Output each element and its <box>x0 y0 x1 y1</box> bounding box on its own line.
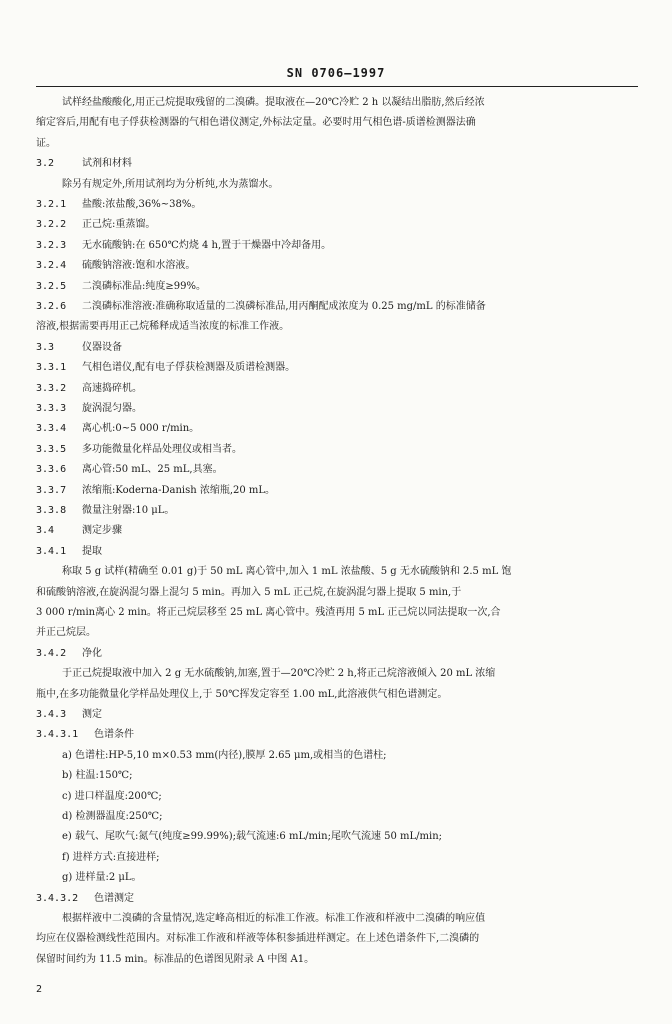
section-line <box>36 484 640 497</box>
line-text: 色谱测定 <box>94 892 134 904</box>
line-text: 溶液,根据需要再用正己烷稀释成适当浓度的标准工作液。 <box>36 321 290 333</box>
text-line <box>62 790 640 803</box>
line-text: 多功能微量化样品处理仪或相当者。 <box>82 443 242 455</box>
line-text: d) 检测器温度:250℃; <box>62 811 163 822</box>
section-number: 3.4.2 <box>36 647 67 659</box>
text-line <box>62 178 640 191</box>
section-line <box>36 443 640 456</box>
section-number: 3.3.2 <box>36 382 67 394</box>
section-line <box>36 402 640 415</box>
section-number: 3.3.5 <box>36 443 67 455</box>
line-text: c) 进口样温度:200℃; <box>62 790 162 802</box>
section-number: 3.3 <box>36 341 55 353</box>
line-text: 浓缩瓶:Koderna-Danish 浓缩瓶,20 mL。 <box>82 484 276 496</box>
text-line <box>36 932 640 945</box>
line-text: 于正己烷提取液中加入 2 g 无水硫酸钠,加塞,置于—20℃冷贮 2 h,将正己烷溶液倾入 20 mL 浓缩 <box>62 668 496 680</box>
line-text: 称取 5 g 试样(精确至 0.01 g)于 50 mL 离心管中,加入 1 mL 浓盐酸、5 g 无水硫酸钠和 2.5 mL 饱 <box>62 566 512 578</box>
text-line <box>62 769 640 782</box>
line-text: f) 进样方式:直接进样; <box>62 851 160 863</box>
line-text: a) 色谱柱:HP-5,10 m×0.53 mm(内径),膜厚 2.65 μm,或相当的色谱柱; <box>62 749 387 761</box>
text-line <box>62 565 640 578</box>
text-line <box>36 953 640 966</box>
line-text: 离心机:0~5 000 r/min。 <box>82 423 200 435</box>
section-line <box>36 300 640 313</box>
section-line <box>36 708 640 721</box>
text-line <box>36 626 640 639</box>
line-text: 提取 <box>82 545 102 557</box>
page-number: 2 <box>36 984 43 995</box>
text-line <box>36 137 640 150</box>
line-text: 微量注射器:10 μL。 <box>82 505 175 516</box>
line-text: 测定 <box>82 709 102 720</box>
line-text: 缩定容后,用配有电子俘获检测器的气相色谱仪测定,外标法定量。必要时用气相色谱-质谱检测器法确 <box>36 117 476 129</box>
line-text: 无水硫酸钠:在 650℃灼烧 4 h,置于干燥器中冷却备用。 <box>82 239 332 251</box>
section-number: 3.3.3 <box>36 403 67 414</box>
text-line <box>62 871 640 884</box>
line-text: 除另有规定外,所用试剂均为分析纯,水为蒸馏水。 <box>62 178 279 190</box>
text-line <box>36 320 640 333</box>
section-number: 3.3.7 <box>36 484 67 496</box>
line-text: 根据样液中二溴磷的含量情况,选定峰高相近的标准工作液。标准工作液和样液中二溴磷的响应值 <box>62 913 486 924</box>
line-text: 高速捣碎机。 <box>82 382 142 394</box>
section-number: 3.2.2 <box>36 219 67 231</box>
line-text: 保留时间约为 11.5 min。标准品的色谱图见附录 A 中图 A1。 <box>36 953 315 965</box>
line-text: 净化 <box>82 647 102 659</box>
text-line <box>62 810 640 823</box>
line-text: 二溴磷标准品:纯度≥99%。 <box>82 280 206 292</box>
text-line <box>36 116 640 129</box>
text-line <box>36 586 640 599</box>
line-text: 测定步骤 <box>82 525 122 537</box>
line-text: 均应在仪器检测线性范围内。对标准工作液和样液等体积参插进样测定。在上述色谱条件下,二溴磷的 <box>36 933 480 945</box>
section-line <box>36 504 640 517</box>
section-number: 3.3.1 <box>36 362 67 374</box>
line-text: g) 进样量:2 μL。 <box>62 872 142 884</box>
section-line <box>36 728 640 741</box>
section-line <box>36 239 640 252</box>
line-text: 证。 <box>36 137 56 149</box>
section-number: 3.2.5 <box>36 280 67 292</box>
line-text: 旋涡混匀器。 <box>82 403 142 414</box>
section-line <box>36 382 640 395</box>
text-line <box>62 851 640 864</box>
line-text: e) 载气、尾吹气:氮气(纯度≥99.99%);载气流速:6 mL/min;尾吹气流速 50 mL/min; <box>62 831 443 843</box>
section-line <box>36 647 640 660</box>
section-number: 3.2.1 <box>36 199 67 210</box>
line-text: b) 柱温:150℃; <box>62 770 133 782</box>
section-number: 3.4.3.1 <box>36 729 79 741</box>
section-number: 3.2.3 <box>36 239 67 251</box>
text-line <box>36 688 640 701</box>
text-line <box>62 749 640 762</box>
section-number: 3.2.4 <box>36 260 67 272</box>
line-text: 二溴磷标准溶液:准确称取适量的二溴磷标准品,用丙酮配成浓度为 0.25 mg/mL 的标准储备 <box>82 301 486 312</box>
standard-header: SN 0706—1997 <box>286 66 386 80</box>
section-line <box>36 422 640 435</box>
line-text: 色谱条件 <box>94 729 134 741</box>
text-line <box>36 606 640 619</box>
line-text: 盐酸:浓盐酸,36%~38%。 <box>82 199 202 210</box>
line-text: 仪器设备 <box>82 341 122 353</box>
section-number: 3.4.1 <box>36 545 67 557</box>
section-line <box>36 361 640 374</box>
line-text: 气相色谱仪,配有电子俘获检测器及质谱检测器。 <box>82 362 296 374</box>
section-line <box>36 892 640 905</box>
section-number: 3.3.6 <box>36 464 67 476</box>
section-line <box>36 218 640 231</box>
line-text: 离心管:50 mL、25 mL,具塞。 <box>82 464 223 476</box>
section-line <box>36 259 640 272</box>
text-line <box>62 830 640 843</box>
line-text: 硫酸钠溶液:饱和水溶液。 <box>82 260 196 272</box>
section-number: 3.4.3.2 <box>36 892 79 904</box>
section-number: 3.2.6 <box>36 301 67 312</box>
line-text: 正己烷:重蒸馏。 <box>82 219 156 231</box>
section-line <box>36 198 640 211</box>
section-number: 3.3.8 <box>36 505 67 516</box>
line-text: 并正己烷层。 <box>36 627 96 639</box>
section-line <box>36 341 640 354</box>
text-line <box>62 667 640 680</box>
section-line <box>36 545 640 558</box>
line-text: 3 000 r/min离心 2 min。将正己烷层移至 25 mL 离心管中。残渣再用 5 mL 正己烷以同法提取一次,合 <box>36 607 501 618</box>
section-line <box>36 463 640 476</box>
section-number: 3.4.3 <box>36 709 67 720</box>
section-number: 3.4 <box>36 525 55 537</box>
line-text: 和硫酸钠溶液,在旋涡混匀器上混匀 5 min。再加入 5 mL 正己烷,在旋涡混匀器上提取 5 min,于 <box>36 586 462 598</box>
section-line <box>36 280 640 293</box>
text-line <box>62 912 640 925</box>
text-line <box>62 96 640 109</box>
line-text: 试样经盐酸酸化,用正己烷提取残留的二溴磷。提取液在—20℃冷贮 2 h 以凝结出脂肪,然后经浓 <box>62 97 485 108</box>
section-line <box>36 157 640 170</box>
line-text: 试剂和材料 <box>82 158 132 170</box>
header-rule <box>36 86 638 87</box>
section-number: 3.3.4 <box>36 423 67 435</box>
section-number: 3.2 <box>36 158 55 170</box>
line-text: 瓶中,在多功能微量化学样品处理仪上,于 50℃挥发定容至 1.00 mL,此溶液供气相色谱测定。 <box>36 688 448 700</box>
section-line <box>36 524 640 537</box>
